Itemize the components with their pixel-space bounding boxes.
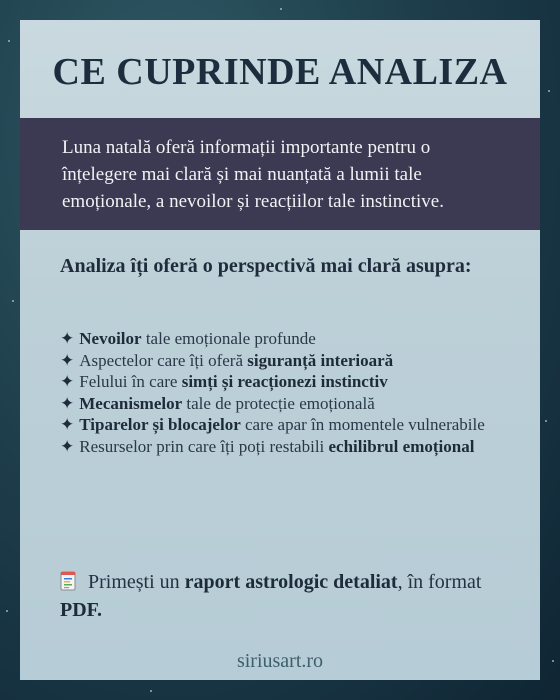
report-info: Primești un raport astrologic detaliat, în format PDF. — [60, 571, 482, 621]
star-bullet-icon: ✦ — [60, 350, 75, 370]
list-item: ✦ Felului în care simți și reacționezi instinctiv — [60, 372, 388, 391]
list-item: ✦ Resurselor prin care îți poți restabili echilibrul emoțional — [60, 436, 475, 456]
list-item: ✦ Nevoilor tale emoționale profunde — [60, 329, 316, 348]
star-bullet-icon: ✦ — [60, 372, 75, 391]
page-title: CE CUPRINDE ANALIZA — [52, 51, 508, 93]
list-item: ✦ Tiparelor și blocajelor care apar în momentele vulnerabile — [60, 415, 485, 434]
star-bullet-icon: ✦ — [60, 436, 75, 456]
content-card — [20, 20, 540, 680]
list-item: ✦ Aspectelor care îți oferă siguranță interioară — [60, 350, 394, 370]
benefits-list — [60, 328, 504, 457]
document-icon — [60, 571, 76, 591]
star-bullet-icon: ✦ — [60, 393, 75, 413]
star-bullet-icon: ✦ — [60, 415, 75, 434]
website-label: siriusart.ro — [236, 650, 324, 672]
benefits-heading: Analiza îți oferă o perspectivă mai clară asupra: — [60, 255, 472, 277]
list-item: ✦ Mecanismelor tale de protecție emoțională — [60, 393, 375, 413]
intro-band — [20, 118, 540, 230]
intro-text: Luna natală oferă informații importante pentru o înțelegere mai clară și mai nuanțată a lumii tale emoționale, a nevoilor și reacțiilor tale instinctive. — [62, 137, 444, 212]
star-bullet-icon: ✦ — [60, 329, 75, 348]
